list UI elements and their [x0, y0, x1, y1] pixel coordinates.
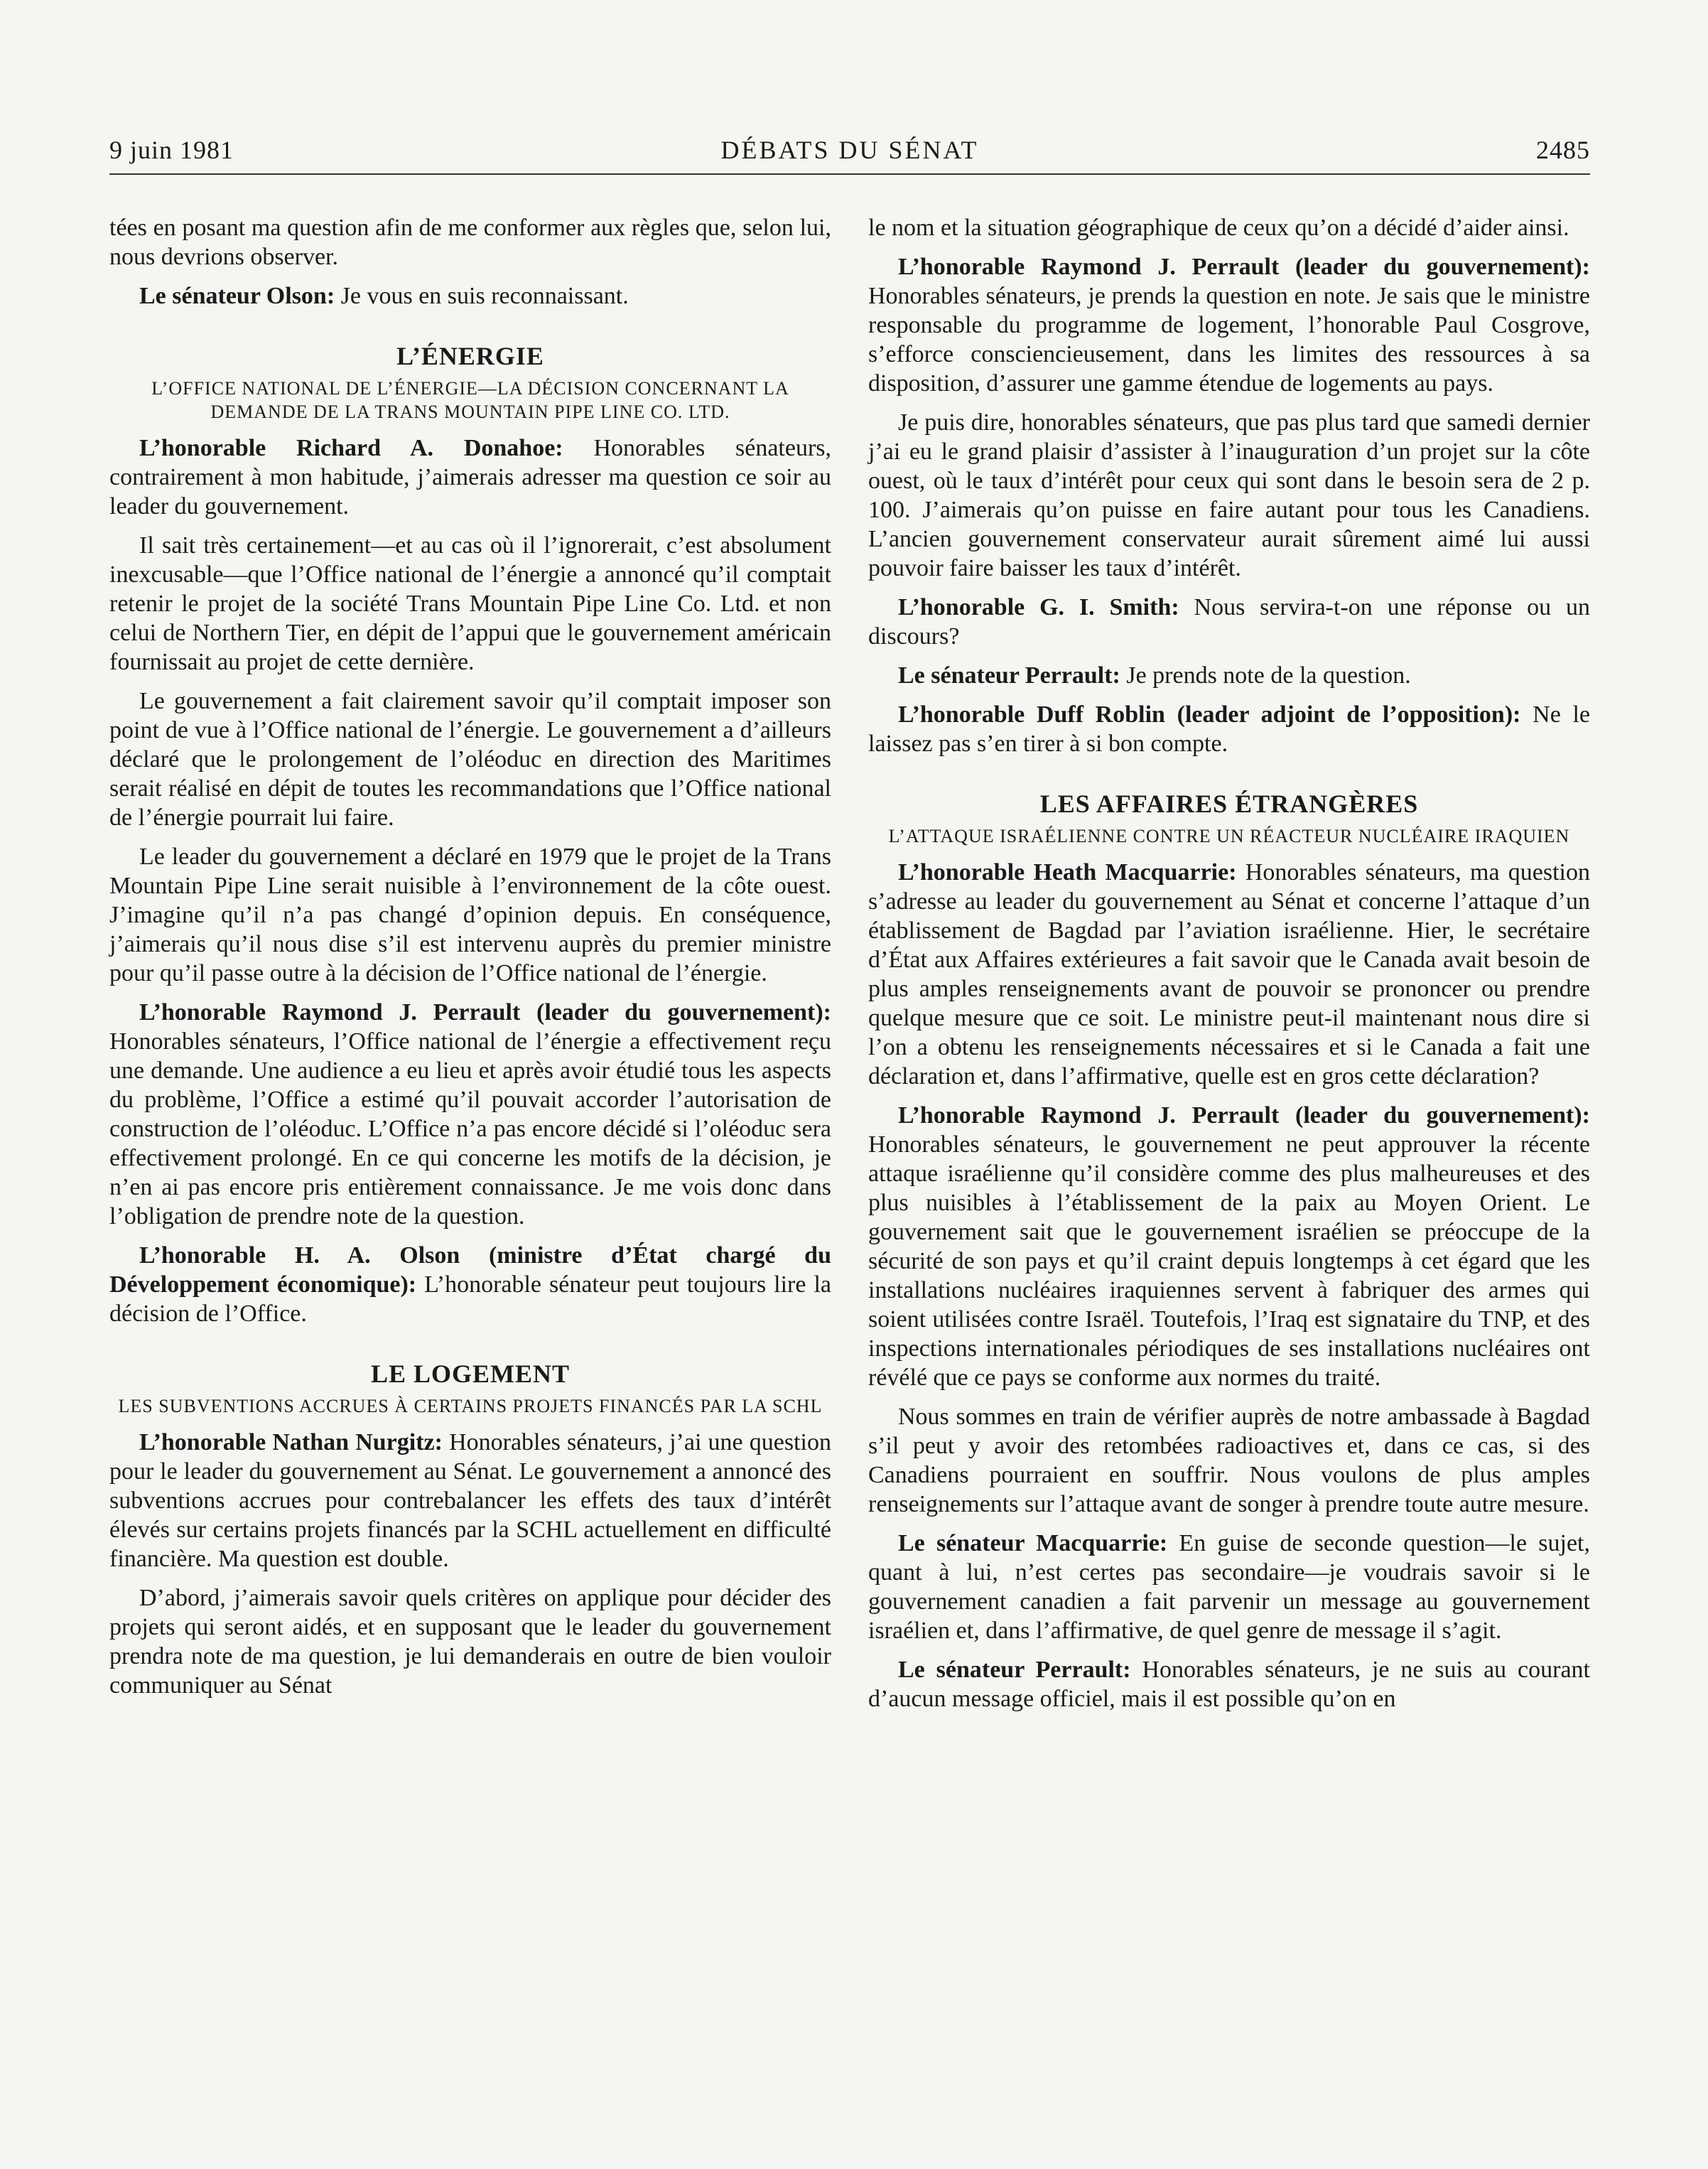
paragraph: D’abord, j’aimerais savoir quels critères on applique pour décider des projets qui seront aidés, et en supposant que le leader du gouvernement prendra note de ma question, je lui demanderais en outre de bien vouloir communiquer au Sénat — [109, 1585, 831, 1699]
speech-text: L’honorable sénateur peut toujours lire la décision de l’Office. — [109, 1271, 831, 1327]
speech-text: Honorables sénateurs, j’ai une question pour le leader du gouvernement au Sénat. Le gouvernement a annoncé des subventions accrues pour contrebalancer les effets des taux d’intérêt élevés sur certains projets financés par la SCHL actuellement en difficulté financière. Ma question est double. — [109, 1429, 831, 1572]
speaker-name: Le sénateur Perrault: — [898, 1657, 1131, 1683]
speech-text: Honorables sénateurs, l’Office national de l’énergie a effectivement reçu une demande. Une audience a eu lieu et après avoir étudié tous les aspects du problème, l’Office a estimé qu’il pouvait accorder l’autorisation de construction de l’oléoduc. L’Office n’a pas encore décidé si l’oléoduc sera effectivement prolongé. En ce qui concerne les motifs de la décision, je n’en ai pas encore pris entièrement connaissance. Je me vois donc dans l’obligation de prendre note de la question. — [109, 1028, 831, 1229]
paragraph — [868, 593, 1590, 651]
section-heading: LE LOGEMENT — [370, 1360, 571, 1388]
section-subheading: LES SUBVENTIONS ACCRUES À CERTAINS PROJETS FINANCÉS PAR LA SCHL — [118, 1396, 823, 1416]
paragraph — [109, 1428, 831, 1573]
paragraph: Nous sommes en train de vérifier auprès de notre ambassade à Bagdad s’il peut y avoir des retombées radioactives et, dans ce cas, si des Canadiens pourraient en souffrir. Nous voulons de plus amples renseignements sur l’attaque avant de songer à prendre toute autre mesure. — [868, 1404, 1590, 1517]
paragraph — [868, 1101, 1590, 1392]
paragraph: le nom et la situation géographique de ceux qu’on a décidé d’aider ainsi. — [868, 215, 1569, 241]
speaker-name: L’honorable H. A. Olson (ministre d’État chargé du Développement économique): — [109, 1242, 831, 1298]
paragraph: Il sait très certainement—et au cas où il l’ignorerait, c’est absolument inexcusable—que l’Office national de l’énergie a annoncé qu’il comptait retenir le projet de la société Trans Mountain Pipe Line Co. Ltd. et non celui de Northern Tier, en dépit de l’appui que le gouvernement américain fournissait au projet de cette dernière. — [109, 532, 831, 675]
header-title: DÉBATS DU SÉNAT — [720, 136, 979, 164]
paragraph — [109, 281, 831, 311]
speech-text: Honorables sénateurs, je ne suis au courant d’aucun message officiel, mais il est possible qu’on en — [868, 1657, 1590, 1712]
section-subheading: L’ATTAQUE ISRAÉLIENNE CONTRE UN RÉACTEUR NUCLÉAIRE IRAQUIEN — [888, 826, 1570, 846]
paragraph — [868, 1529, 1590, 1645]
speaker-name: Le sénateur Olson: — [139, 283, 335, 309]
speaker-name: L’honorable Raymond J. Perrault (leader du gouvernement): — [898, 254, 1590, 280]
speech-text: Honorables sénateurs, le gouvernement ne peut approuver la récente attaque israélienne qu’il considère comme des plus malheureuses et des plus nuisibles à l’établissement de la paix au Moyen Orient. Le gouvernement sait que le gouvernement israélien se préoccupe de la sécurité de son pays et qu’il craint depuis longtemps à cet égard que les installations nucléaires iraquiennes servent à fabriquer des armes qui soient utilisées contre Israël. Toutefois, l’Iraq est signataire du TNP, et des inspections internationales périodiques de ses installations nucléaires ont révélé que ce pays se conforme aux normes du traité. — [868, 1131, 1590, 1391]
paragraph — [868, 858, 1590, 1091]
speech-text: Je vous en suis reconnaissant. — [335, 283, 629, 309]
speaker-name: L’honorable Richard A. Donahoe: — [139, 435, 563, 461]
header-page-number: 2485 — [1536, 136, 1590, 164]
speech-text: Honorables sénateurs, contrairement à mon habitude, j’aimerais adresser ma question ce soir au leader du gouvernement. — [109, 435, 831, 520]
section-heading: L’ÉNERGIE — [396, 342, 544, 370]
speaker-name: Le sénateur Perrault: — [898, 662, 1120, 689]
paragraph — [868, 700, 1590, 758]
section-heading: LES AFFAIRES ÉTRANGÈRES — [1039, 790, 1419, 818]
paragraph: Le gouvernement a fait clairement savoir qu’il comptait imposer son point de vue à l’Office national de l’énergie. Le gouvernement a d’ailleurs déclaré que le prolongement de l’oléoduc en direction des Maritimes serait réalisé en dépit de toutes les recommandations que l’Office national de l’énergie pourrait lui faire. — [109, 688, 831, 831]
speaker-name: L’honorable Raymond J. Perrault (leader du gouvernement): — [898, 1102, 1590, 1129]
header-date: 9 juin 1981 — [109, 136, 234, 164]
paragraph — [109, 1241, 831, 1328]
paragraph — [868, 252, 1590, 398]
left-column — [109, 213, 831, 1710]
speech-text: Ne le laissez pas s’en tirer à si bon compte. — [868, 701, 1590, 757]
speaker-name: L’honorable Nathan Nurgitz: — [139, 1429, 443, 1455]
paragraph: Je puis dire, honorables sénateurs, que pas plus tard que samedi dernier j’ai eu le grand plaisir d’assister à l’inauguration d’un projet sur la côte ouest, où le taux d’intérêt pour ceux qui sont dans le besoin sera de 2 p. 100. J’aimerais qu’on puisse en faire autant pour tous les Canadiens. L’ancien gouvernement conservateur aurait sûrement aimé lui aussi pouvoir faire baisser les taux d’intérêt. — [868, 409, 1590, 581]
speaker-name: L’honorable Raymond J. Perrault (leader du gouvernement): — [139, 999, 831, 1026]
speaker-name: L’honorable Duff Roblin (leader adjoint de l’opposition): — [898, 701, 1521, 728]
speaker-name: L’honorable G. I. Smith: — [898, 594, 1179, 620]
paragraph: Le leader du gouvernement a déclaré en 1979 que le projet de la Trans Mountain Pipe Line serait nuisible à l’environnement de la côte ouest. J’imagine qu’il n’a pas changé d’opinion depuis. En conséquence, j’aimerais qu’il nous dise s’il est intervenu auprès du premier ministre pour qu’il passe outre à la décision de l’Office national de l’énergie. — [109, 844, 831, 986]
paragraph — [109, 434, 831, 521]
speech-text: Honorables sénateurs, ma question s’adresse au leader du gouvernement au Sénat et concerne l’attaque d’un établissement de Bagdad par l’aviation israélienne. Hier, le secrétaire d’État aux Affaires extérieures a fait savoir que le Canada avait besoin de plus amples renseignements avant de pouvoir se prononcer ou prendre quelque mesure que ce soit. Le ministre peut-il maintenant nous dire si l’on a obtenu les renseignements nécessaires et si le Canada a fait une déclaration et, dans l’affirmative, quelle est en gros cette déclaration? — [868, 859, 1590, 1089]
paragraph — [109, 998, 831, 1231]
paragraph — [868, 1655, 1590, 1713]
speaker-name: Le sénateur Macquarrie: — [898, 1530, 1168, 1556]
section-subheading: L’OFFICE NATIONAL DE L’ÉNERGIE—LA DÉCISION CONCERNANT LA DEMANDE DE LA TRANS MOUNTAIN PIPE LINE CO. LTD. — [151, 378, 789, 422]
speech-text: Je prends note de la question. — [1120, 662, 1411, 689]
right-column — [868, 213, 1590, 1723]
page-header — [109, 135, 1590, 175]
speech-text: En guise de seconde question—le sujet, quant à lui, n’est certes pas secondaire—je voudrais savoir si le gouvernement canadien a fait parvenir un message au gouvernement israélien et, dans l’affirmative, de quel genre de message il s’agit. — [868, 1530, 1590, 1644]
paragraph — [868, 661, 1590, 690]
speech-text: Nous servira-t-on une réponse ou un discours? — [868, 594, 1590, 650]
speaker-name: L’honorable Heath Macquarrie: — [898, 859, 1237, 886]
speech-text: Honorables sénateurs, je prends la question en note. Je sais que le ministre responsable du programme de logement, l’honorable Paul Cosgrove, s’efforce consciencieusement, dans les limites des ressources à sa disposition, d’assurer une gamme étendue de logements au pays. — [868, 283, 1590, 397]
paragraph: tées en posant ma question afin de me conformer aux règles que, selon lui, nous devrions observer. — [109, 215, 831, 270]
